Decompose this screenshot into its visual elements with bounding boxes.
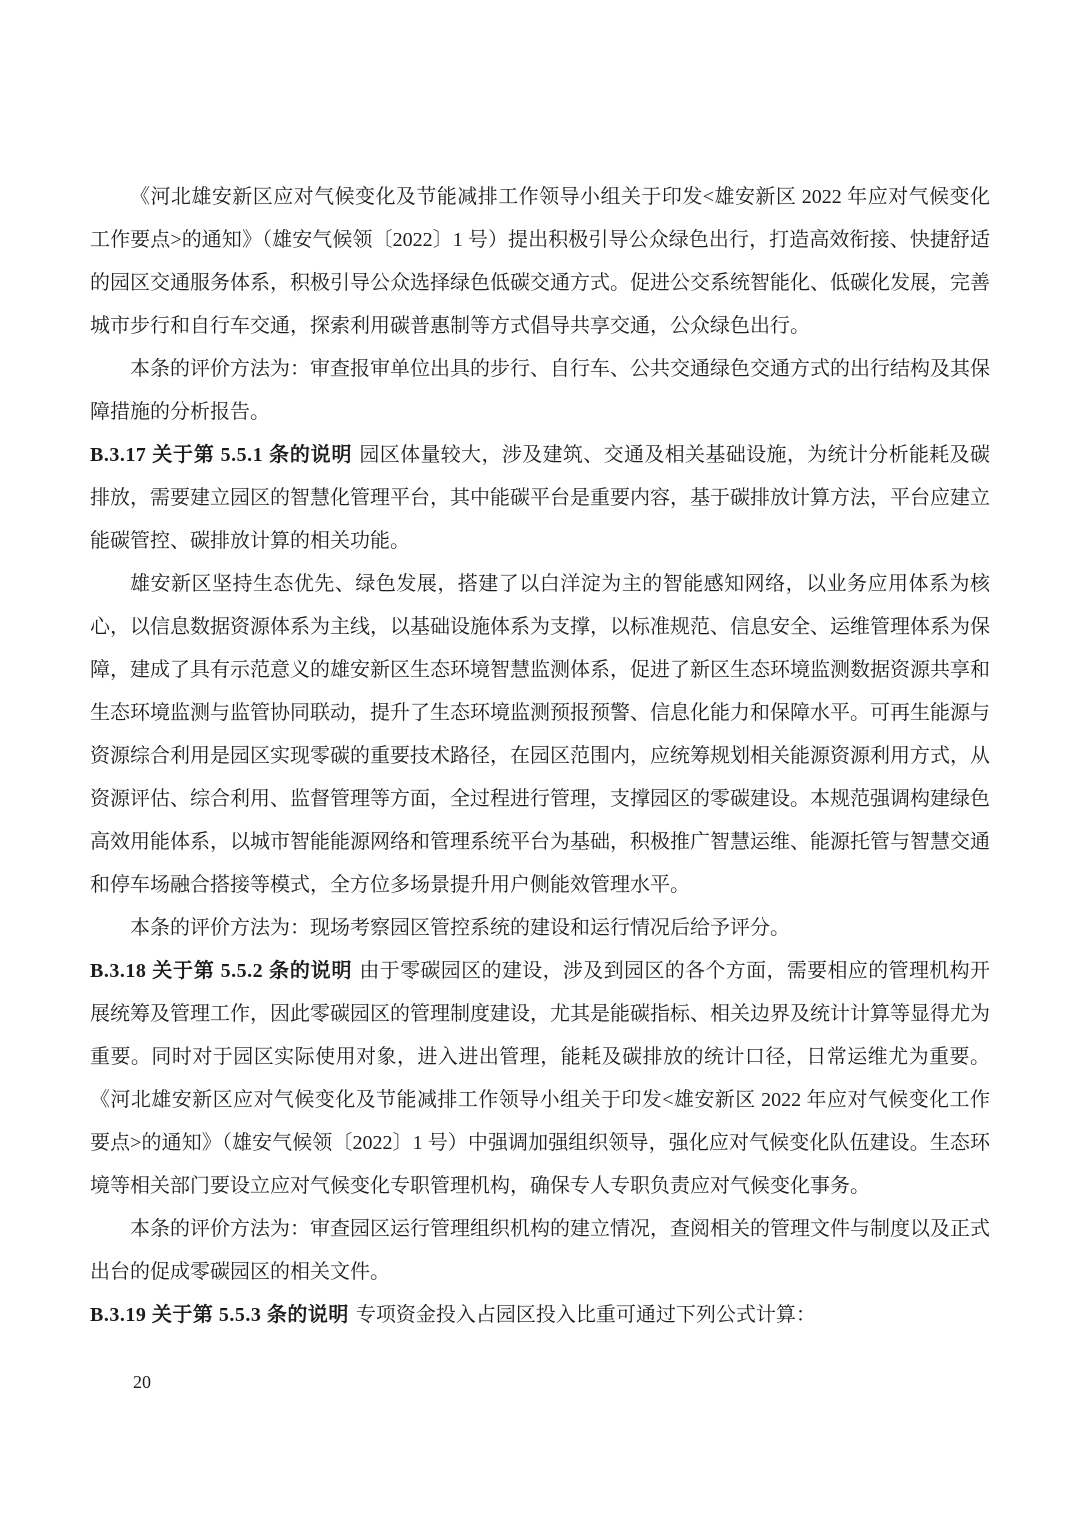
document-body: [90, 176, 990, 1337]
clause-paragraph: [90, 950, 990, 1208]
clause-label: B.3.19 关于第 5.5.3 条的说明: [90, 1304, 349, 1326]
paragraph: [90, 1208, 990, 1294]
paragraph: [90, 176, 990, 348]
paragraph-text: 本条的评价方法为：审查园区运行管理组织机构的建立情况，查阅相关的管理文件与制度以及正式出台的促成零碳园区的相关文件。: [90, 1218, 990, 1283]
paragraph-text: 《河北雄安新区应对气候变化及节能减排工作领导小组关于印发<雄安新区 2022 年应对气候变化工作要点>的通知》（雄安气候领〔2022〕1 号）提出积极引导公众绿色出行，打造高效衔接、快捷舒适的园区交通服务体系，积极引导公众选择绿色低碳交通方式。促进公交系统智能化、低碳化发展，完善城市步行和自行车交通，探索利用碳普惠制等方式倡导共享交通，公众绿色出行。: [90, 186, 990, 337]
paragraph-text: 本条的评价方法为：现场考察园区管控系统的建设和运行情况后给予评分。: [130, 917, 790, 939]
clause-label: B.3.18 关于第 5.5.2 条的说明: [90, 960, 353, 982]
paragraph-text: 专项资金投入占园区投入比重可通过下列公式计算：: [355, 1304, 816, 1326]
page-number: 20: [133, 1372, 151, 1392]
paragraph-text: 园区体量较大，涉及建筑、交通及相关基础设施，为统计分析能耗及碳排放，需要建立园区的智慧化管理平台，其中能碳平台是重要内容，基于碳排放计算方法，平台应建立能碳管控、碳排放计算的相关功能。: [90, 444, 991, 552]
paragraph: [90, 348, 990, 434]
clause-paragraph: [90, 434, 990, 563]
paragraph: [90, 907, 990, 950]
paragraph-text: 由于零碳园区的建设，涉及到园区的各个方面，需要相应的管理机构开展统筹及管理工作，因此零碳园区的管理制度建设，尤其是能碳指标、相关边界及统计计算等显得尤为重要。同时对于园区实际使用对象，进入进出管理，能耗及碳排放的统计口径，日常运维尤为重要。《河北雄安新区应对气候变化及节能减排工作领导小组关于印发<雄安新区 2022 年应对气候变化工作要点>的通知》（雄安气候领〔2022〕1 号）中强调加强组织领导，强化应对气候变化队伍建设。生态环境等相关部门要设立应对气候变化专职管理机构，确保专人专职负责应对气候变化事务。: [90, 960, 991, 1197]
clause-paragraph: [90, 1294, 990, 1337]
paragraph: [90, 563, 990, 907]
paragraph-text: 本条的评价方法为：审查报审单位出具的步行、自行车、公共交通绿色交通方式的出行结构及其保障措施的分析报告。: [90, 358, 990, 423]
clause-label: B.3.17 关于第 5.5.1 条的说明: [90, 444, 353, 466]
paragraph-text: 雄安新区坚持生态优先、绿色发展，搭建了以白洋淀为主的智能感知网络，以业务应用体系为核心，以信息数据资源体系为主线，以基础设施体系为支撑，以标准规范、信息安全、运维管理体系为保障，建成了具有示范意义的雄安新区生态环境智慧监测体系，促进了新区生态环境监测数据资源共享和生态环境监测与监管协同联动，提升了生态环境监测预报预警、信息化能力和保障水平。可再生能源与资源综合利用是园区实现零碳的重要技术路径，在园区范围内，应统筹规划相关能源资源利用方式，从资源评估、综合利用、监督管理等方面，全过程进行管理，支撑园区的零碳建设。本规范强调构建绿色高效用能体系，以城市智能能源网络和管理系统平台为基础，积极推广智慧运维、能源托管与智慧交通和停车场融合搭接等模式，全方位多场景提升用户侧能效管理水平。: [90, 573, 990, 896]
